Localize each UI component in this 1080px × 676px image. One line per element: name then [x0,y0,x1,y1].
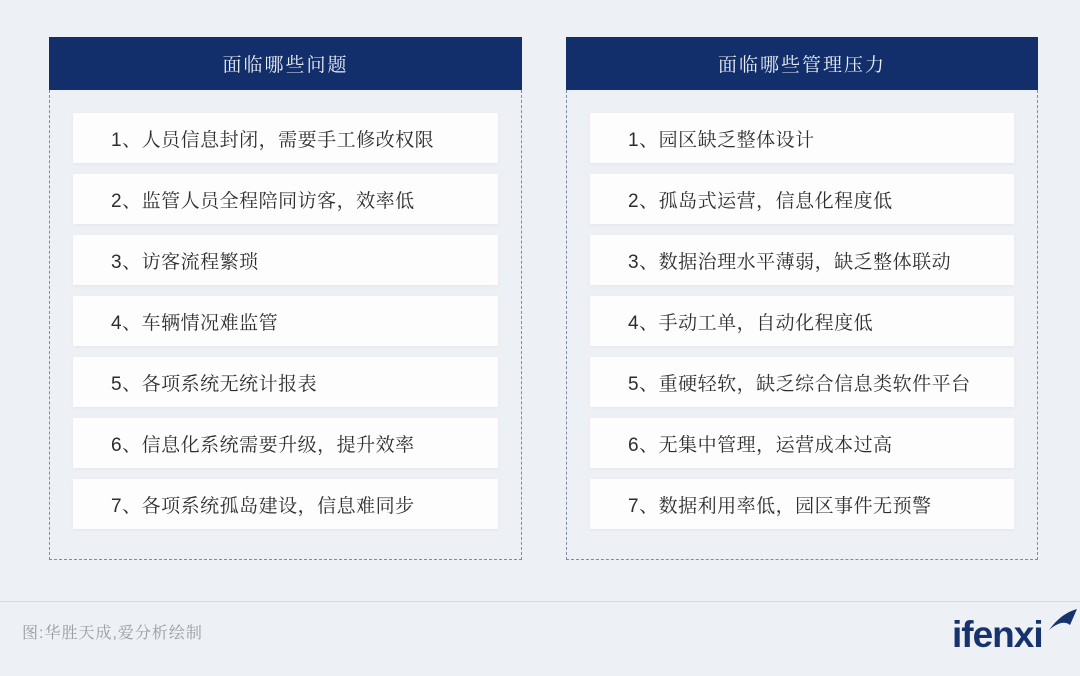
list-item-text: 7、各项系统孤岛建设，信息难同步 [111,495,415,517]
list-item-text: 3、数据治理水平薄弱，缺乏整体联动 [628,251,952,273]
pressures-panel-title: 面临哪些管理压力 [717,55,886,76]
problems-panel-body [49,90,522,560]
list-item-text: 4、手动工单，自动化程度低 [628,312,874,334]
pressures-panel-body [566,90,1038,560]
list-item [590,479,1014,529]
list-item [73,479,498,529]
list-item-text: 1、园区缺乏整体设计 [628,129,815,151]
list-item [590,418,1014,468]
list-item-text: 2、孤岛式运营，信息化程度低 [628,190,893,212]
problems-panel-title: 面临哪些问题 [222,55,349,76]
problems-panel-header [49,37,522,90]
list-item-text: 2、监管人员全程陪同访客，效率低 [111,190,415,212]
problems-panel [49,37,522,560]
list-item-text: 5、重硬轻软，缺乏综合信息类软件平台 [628,373,971,395]
list-item [73,174,498,224]
list-item [590,357,1014,407]
list-item [590,174,1014,224]
list-item [590,235,1014,285]
ifenxi-logo [952,616,1062,658]
list-item [590,296,1014,346]
list-item-text: 3、访客流程繁琐 [111,251,259,273]
list-item-text: 4、车辆情况难监管 [111,312,279,334]
list-item-text: 6、无集中管理，运营成本过高 [628,434,893,456]
list-item [590,113,1014,163]
pressures-panel [566,37,1038,560]
list-item-text: 7、数据利用率低，园区事件无预警 [628,495,932,517]
list-item [73,357,498,407]
list-item-text: 5、各项系统无统计报表 [111,373,318,395]
footer-divider [0,601,1080,602]
pressures-panel-header [566,37,1038,90]
list-item-text: 6、信息化系统需要升级，提升效率 [111,434,415,456]
list-item [73,296,498,346]
list-item [73,113,498,163]
list-item-text: 1、人员信息封闭，需要手工修改权限 [111,129,435,151]
source-caption: 图:华胜天成,爱分析绘制 [22,625,203,642]
list-item [73,235,498,285]
flag-icon [1048,608,1078,632]
ifenxi-logo-text: ifenxi [952,614,1043,655]
list-item [73,418,498,468]
